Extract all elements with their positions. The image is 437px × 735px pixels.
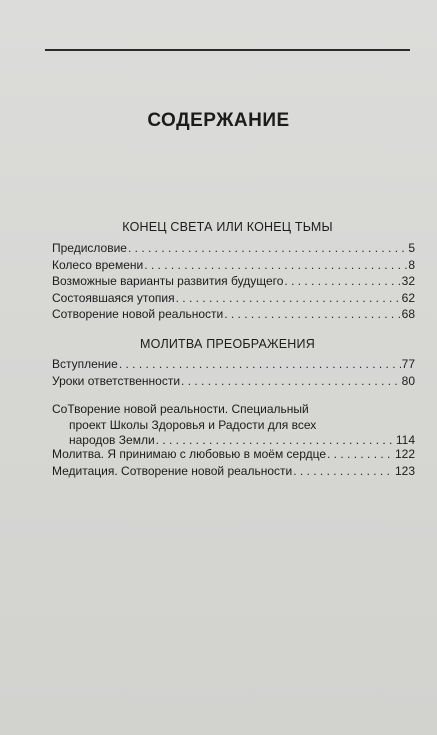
toc-entry-label: Медитация. Сотворение новой реальности	[52, 463, 293, 478]
top-rule	[45, 49, 410, 51]
toc-entry-page: 114	[395, 433, 415, 447]
toc-entry-lessons[interactable]	[52, 374, 415, 391]
toc-entry-label: Молитва. Я принимаю с любовью в моём сердце	[52, 447, 327, 461]
toc-entry-page: 8	[408, 257, 415, 272]
toc-entry-special-project[interactable]	[52, 402, 415, 449]
toc-entry-future-variants[interactable]	[52, 274, 415, 291]
dot-leader	[128, 241, 407, 255]
dot-leader	[327, 447, 394, 461]
dot-leader	[224, 307, 400, 321]
toc-entry-page: 5	[408, 241, 415, 255]
dot-leader	[293, 464, 394, 478]
toc-entry-line: СоТворение новой реальности. Специальный	[52, 402, 309, 416]
dot-leader	[156, 433, 395, 447]
toc-entry-label: Вступление	[52, 357, 118, 371]
toc-entry-label: Возможные варианты развития будущего	[52, 274, 284, 289]
toc-entry-label: Предисловие	[52, 241, 127, 255]
toc-entry-preface[interactable]	[52, 241, 415, 258]
page-title: СОДЕРЖАНИЕ	[147, 110, 290, 131]
toc-entry-page: 62	[401, 290, 415, 305]
toc-entry-page: 123	[394, 463, 415, 478]
section-entries-extra	[52, 447, 415, 480]
section-title-prayer: МОЛИТВА ПРЕОБРАЖЕНИЯ	[140, 337, 315, 351]
toc-entry-wheel-of-time[interactable]	[52, 258, 415, 275]
dot-leader	[176, 291, 401, 305]
toc-entry-label: Сотворение новой реальности	[52, 307, 224, 322]
toc-entry-label: Состоявшаяся утопия	[52, 290, 175, 305]
dot-leader	[144, 258, 407, 272]
toc-entry-page: 80	[401, 373, 415, 388]
dot-leader	[119, 357, 401, 371]
toc-entry-new-reality[interactable]	[52, 307, 415, 324]
toc-entry-page: 122	[394, 447, 415, 461]
toc-entry-utopia[interactable]	[52, 291, 415, 308]
dot-leader	[181, 374, 401, 388]
dot-leader	[284, 274, 400, 288]
toc-entry-page: 77	[401, 357, 415, 371]
toc-entry-prayer-love[interactable]	[52, 447, 415, 464]
section-entries-prayer	[52, 357, 415, 390]
section-title-end-of-world: КОНЕЦ СВЕТА ИЛИ КОНЕЦ ТЬМЫ	[122, 220, 333, 234]
toc-entry-page: 32	[401, 274, 415, 289]
toc-entry-introduction[interactable]	[52, 357, 415, 374]
toc-entry-meditation[interactable]	[52, 464, 415, 481]
toc-entry-label: Уроки ответственности	[52, 373, 181, 388]
toc-entry-label: народов Земли	[69, 433, 155, 447]
toc-entry-line: проект Школы Здоровья и Радости для всех	[69, 417, 317, 432]
toc-entry-page: 68	[401, 307, 415, 322]
toc-entry-label: Колесо времени	[52, 257, 144, 272]
section-entries-end-of-world	[52, 241, 415, 324]
